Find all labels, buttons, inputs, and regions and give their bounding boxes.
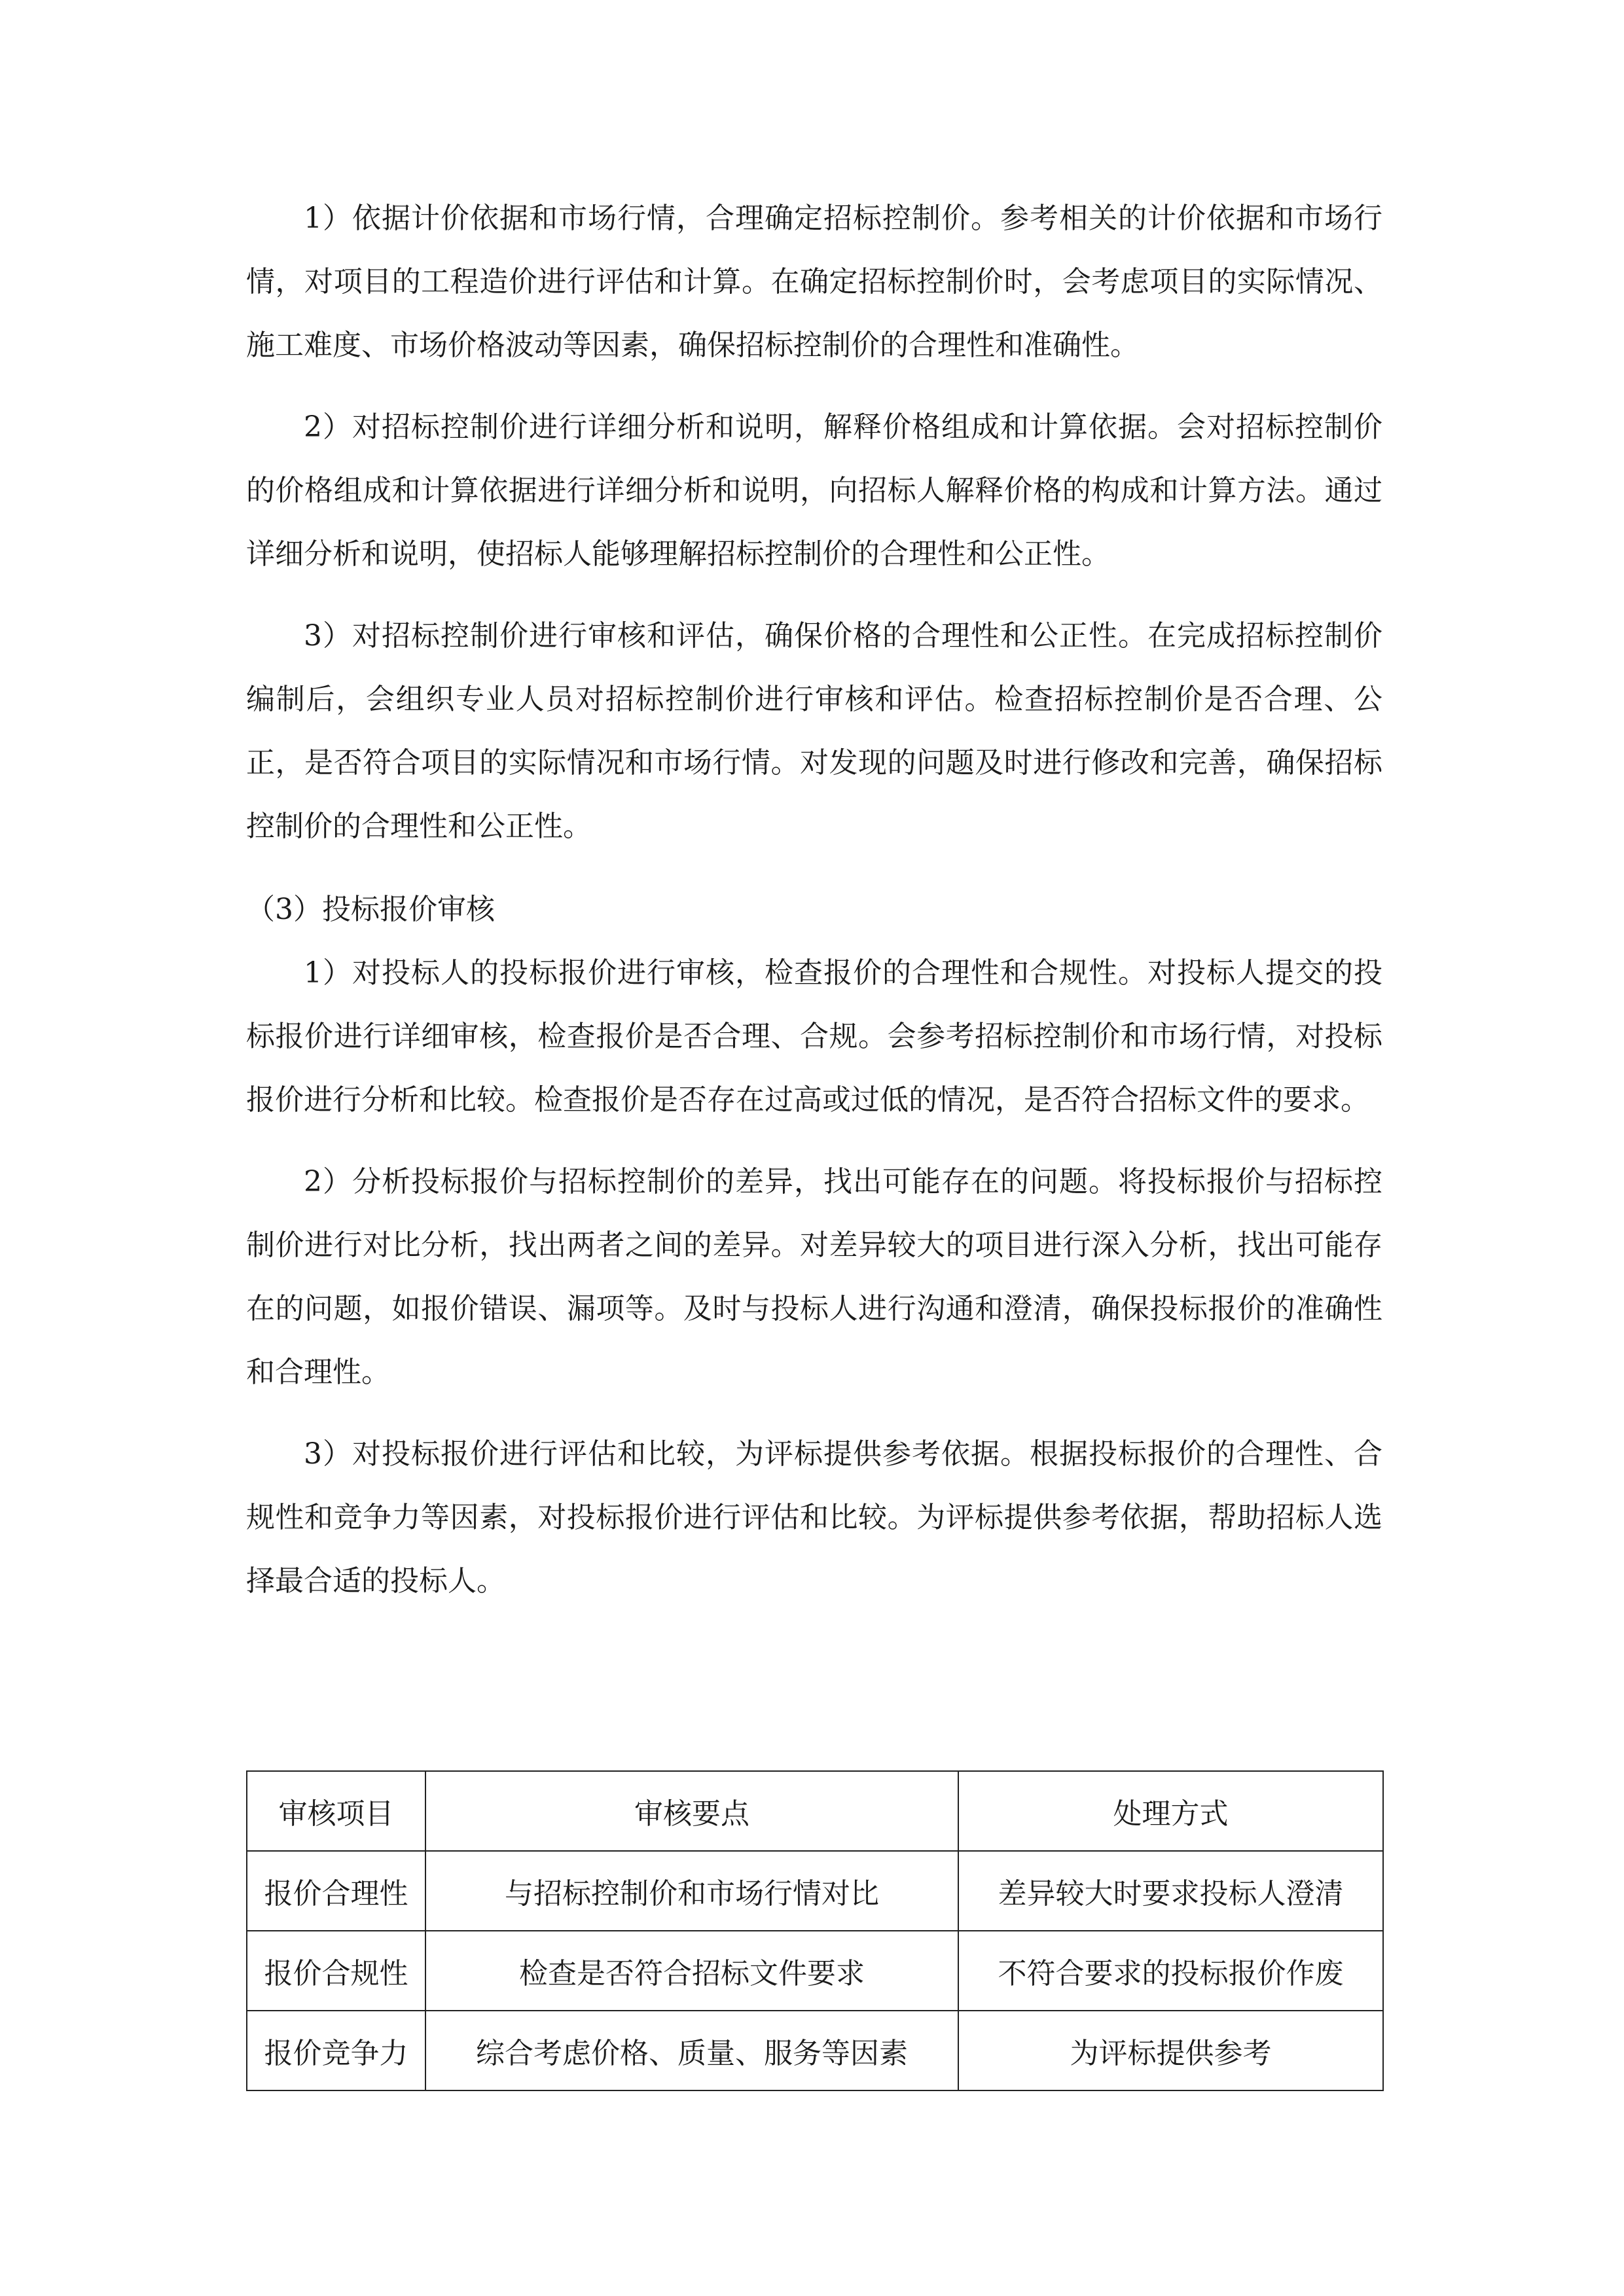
document-body	[246, 187, 1382, 1613]
paragraph: 2）分析投标报价与招标控制价的差异，找出可能存在的问题。将投标报价与招标控制价进行对比分析，找出两者之间的差异。对差异较大的项目进行深入分析，找出可能存在的问题，如报价错误、漏项等。及时与投标人进行沟通和澄清，确保投标报价的准确性和合理性。	[246, 1165, 1382, 1389]
table-cell: 综合考虑价格、质量、服务等因素	[425, 2011, 958, 2090]
table-cell: 检查是否符合招标文件要求	[425, 1931, 958, 2011]
table-cell: 报价合规性	[247, 1931, 425, 2011]
table-cell: 与招标控制价和市场行情对比	[425, 1851, 958, 1931]
section-heading: （3）投标报价审核	[246, 893, 495, 926]
table-cell: 报价合理性	[247, 1851, 425, 1931]
table-cell: 为评标提供参考	[958, 2011, 1383, 2090]
paragraph: 1）依据计价依据和市场行情，合理确定招标控制价。参考相关的计价依据和市场行情，对项目的工程造价进行评估和计算。在确定招标控制价时，会考虑项目的实际情况、施工难度、市场价格波动等因素，确保招标控制价的合理性和准确性。	[246, 202, 1382, 362]
table-header-row	[247, 1771, 1383, 1851]
table-row	[247, 1931, 1383, 2011]
paragraph: 3）对招标控制价进行审核和评估，确保价格的合理性和公正性。在完成招标控制价编制后，会组织专业人员对招标控制价进行审核和评估。检查招标控制价是否合理、公正，是否符合项目的实际情况和市场行情。对发现的问题及时进行修改和完善，确保招标控制价的合理性和公正性。	[246, 619, 1382, 843]
table-header-cell: 审核项目	[247, 1771, 425, 1851]
paragraph: 1）对投标人的投标报价进行审核，检查报价的合理性和合规性。对投标人提交的投标报价进行详细审核，检查报价是否合理、合规。会参考招标控制价和市场行情，对投标报价进行分析和比较。检查报价是否存在过高或过低的情况，是否符合招标文件的要求。	[246, 956, 1382, 1117]
table-cell: 差异较大时要求投标人澄清	[958, 1851, 1383, 1931]
table-cell: 报价竞争力	[247, 2011, 425, 2090]
table-header-cell: 审核要点	[425, 1771, 958, 1851]
review-table	[246, 1770, 1384, 2091]
paragraph: 2）对招标控制价进行详细分析和说明，解释价格组成和计算依据。会对招标控制价的价格组成和计算依据进行详细分析和说明，向招标人解释价格的构成和计算方法。通过详细分析和说明，使招标人能够理解招标控制价的合理性和公正性。	[246, 410, 1382, 571]
table-row	[247, 1851, 1383, 1931]
table-cell: 不符合要求的投标报价作废	[958, 1931, 1383, 2011]
table-row	[247, 2011, 1383, 2090]
table-header-cell: 处理方式	[958, 1771, 1383, 1851]
paragraph: 3）对投标报价进行评估和比较，为评标提供参考依据。根据投标报价的合理性、合规性和竞争力等因素，对投标报价进行评估和比较。为评标提供参考依据，帮助招标人选择最合适的投标人。	[246, 1437, 1382, 1598]
